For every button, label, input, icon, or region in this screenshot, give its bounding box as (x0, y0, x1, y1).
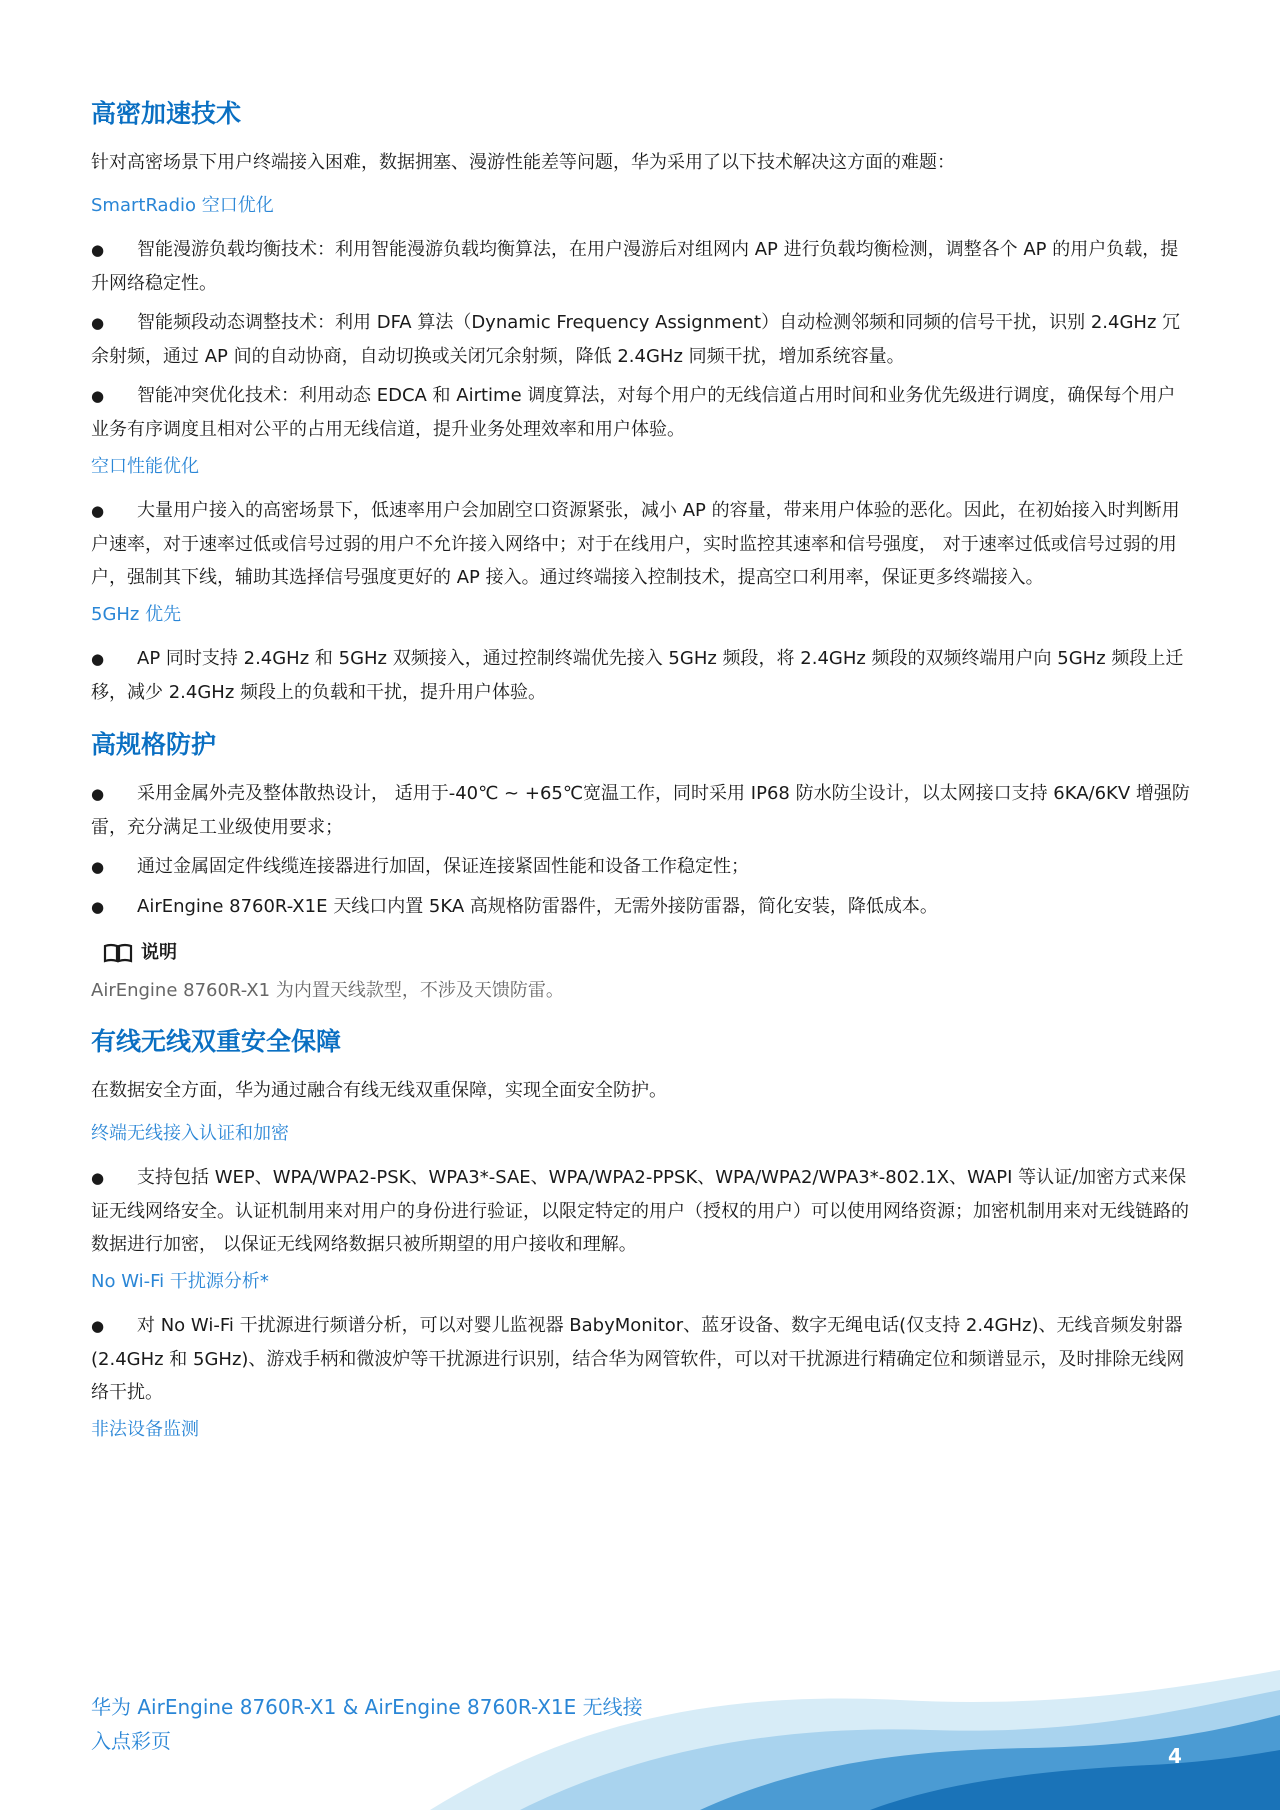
subsection-title-smartradio: SmartRadio 空口优化 (91, 195, 274, 216)
bullet-icon (91, 306, 137, 340)
subsection-title-rogue-device: 非法设备监测 (91, 1419, 199, 1440)
list-item: ●大量用户接入的高密场景下，低速率用户会加剧空口资源紧张，减小 AP 的容量，带来用户体验的恶化。因此，在初始接入时判断用户速率，对于速率过低或信号过弱的用户不允许接入网络中；对于在线用户，实时监控其速率和信号强度， 对于速率过低或信号过弱的用户，强制其下线，辅助其选择信号强度更好的 AP 接入。通过终端接入控制技术，提高空口利用率，保证更多终端接入。 (91, 494, 1191, 594)
bullet-icon (91, 890, 137, 924)
list-item: ●采用金属外壳及整体散热设计， 适用于-40℃ ~ +65℃宽温工作，同时采用 IP68 防水防尘设计，以太网接口支持 6KA/6KV 增强防雷，充分满足工业级使用要求； (91, 777, 1191, 844)
bullet-icon (91, 1309, 137, 1343)
section-intro: 针对高密场景下用户终端接入困难，数据拥塞、漫游性能差等问题，华为采用了以下技术解决这方面的难题： (91, 152, 955, 173)
bullet-icon (91, 642, 137, 676)
note-header (103, 938, 1191, 968)
subsection-title-5ghz: 5GHz 优先 (91, 604, 182, 625)
section-intro: 在数据安全方面，华为通过融合有线无线双重保障，实现全面安全防护。 (91, 1080, 667, 1101)
page-number: 4 (1168, 1744, 1182, 1768)
subsection-title-auth-encryption: 终端无线接入认证和加密 (91, 1123, 289, 1144)
bullet-icon (91, 233, 137, 267)
bullet-icon (91, 379, 137, 413)
section-title-high-density: 高密加速技术 (91, 99, 242, 128)
list-item: ●智能漫游负载均衡技术：利用智能漫游负载均衡算法，在用户漫游后对组网内 AP 进行负载均衡检测，调整各个 AP 的用户负载，提升网络稳定性。 (91, 233, 1191, 300)
list-item: ●AP 同时支持 2.4GHz 和 5GHz 双频接入，通过控制终端优先接入 5GHz 频段，将 2.4GHz 频段的双频终端用户向 5GHz 频段上迁移，减少 2.4GHz 频段上的负载和干扰，提升用户体验。 (91, 642, 1191, 709)
subsection-title-no-wifi: No Wi-Fi 干扰源分析* (91, 1271, 269, 1292)
book-icon (103, 942, 133, 964)
bullet-icon (91, 494, 137, 528)
note-label: 说明 (141, 942, 177, 963)
list-item: ●对 No Wi-Fi 干扰源进行频谱分析，可以对婴儿监视器 BabyMonitor、蓝牙设备、数字无绳电话(仅支持 2.4GHz)、无线音频发射器(2.4GHz 和 5GHz)、游戏手柄和微波炉等干扰源进行识别，结合华为网管软件，可以对干扰源进行精确定位和频谱显示，及时排除无线网络干扰。 (91, 1309, 1191, 1409)
subsection-title-air-interface: 空口性能优化 (91, 456, 199, 477)
bullet-icon (91, 777, 137, 811)
bullet-icon (91, 1161, 137, 1195)
list-item: ●智能冲突优化技术：利用动态 EDCA 和 Airtime 调度算法，对每个用户的无线信道占用时间和业务优先级进行调度，确保每个用户业务有序调度且相对公平的占用无线信道，提升业务处理效率和用户体验。 (91, 379, 1191, 446)
page-content (91, 80, 1191, 1457)
bullet-icon (91, 850, 137, 884)
section-title-protection: 高规格防护 (91, 730, 217, 759)
list-item: ●支持包括 WEP、WPA/WPA2-PSK、WPA3*-SAE、WPA/WPA2-PPSK、WPA/WPA2/WPA3*-802.1X、WAPI 等认证/加密方式来保证无线网络安全。认证机制用来对用户的身份进行验证，以限定特定的用户（授权的用户）可以使用网络资源；加密机制用来对无线链路的数据进行加密， 以保证无线网络数据只被所期望的用户接收和理解。 (91, 1161, 1191, 1261)
section-title-security: 有线无线双重安全保障 (91, 1027, 342, 1056)
list-item: ●通过金属固定件线缆连接器进行加固，保证连接紧固性能和设备工作稳定性； (91, 850, 1191, 884)
note-text: AirEngine 8760R-X1 为内置天线款型，不涉及天馈防雷。 (91, 980, 564, 1001)
list-item: ●AirEngine 8760R-X1E 天线口内置 5KA 高规格防雷器件，无需外接防雷器，简化安装，降低成本。 (91, 890, 1191, 924)
list-item: ●智能频段动态调整技术：利用 DFA 算法（Dynamic Frequency Assignment）自动检测邻频和同频的信号干扰，识别 2.4GHz 冗余射频，通过 AP 间的自动协商，自动切换或关闭冗余射频，降低 2.4GHz 同频干扰，增加系统容量。 (91, 306, 1191, 373)
footer-document-title: 华为 AirEngine 8760R-X1 & AirEngine 8760R-X1E 无线接入点彩页 (91, 1695, 643, 1753)
